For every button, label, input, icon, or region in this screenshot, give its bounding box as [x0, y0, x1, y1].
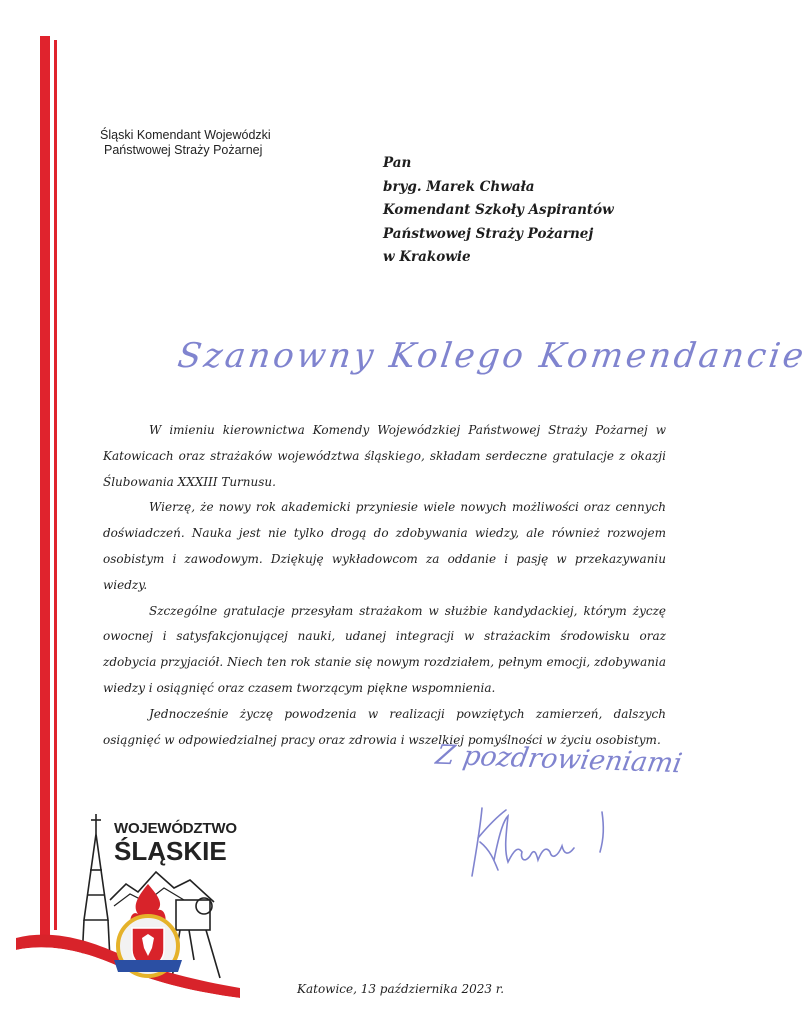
- handwritten-signature: [464, 790, 624, 890]
- sender-block: [100, 128, 320, 158]
- body-paragraph-3: Szczególne gratulacje przesyłam strażakom w służbie kandydackiej, którym życzę owocnej i satysfakcjonującej nauki, udanej integracji w strażackim środowisku oraz zdobycia przyjaciół. Niech ten rok stanie się nowym rozdziałem, pełnym emocji, zdobywania wiedzy i osiągnięć oraz czasem tworzącym piękne wspomnienia.: [103, 603, 666, 695]
- sender-line-2: Państwowej Straży Pożarnej: [104, 143, 263, 157]
- left-red-stripe: [40, 36, 50, 936]
- recipient-line-1: Pan: [383, 155, 412, 171]
- body-paragraph-2: Wierzę, że nowy rok akademicki przyniesie wiele nowych możliwości oraz cennych doświadczeń. Nauka jest nie tylko drogą do zdobywania wiedzy, ale również rozwojem osobistym i zawodowym. Dziękuję wykładowcom za oddanie i pasję w przekazywaniu wiedzy.: [103, 500, 666, 592]
- recipient-line-2: bryg. Marek Chwała: [383, 178, 535, 195]
- sender-line-1: Śląski Komendant Wojewódzki: [100, 128, 271, 142]
- body-paragraph-4: Jednocześnie życzę powodzenia w realizacji powziętych zamierzeń, dalszych osiągnięć w odpowiedzialnej pracy oraz zdrowia i wszelkiej pomyślności w życiu osobistym.: [103, 706, 666, 747]
- left-red-stripe-thin: [54, 40, 57, 930]
- place-and-date: Katowice, 13 października 2023 r.: [297, 982, 505, 996]
- recipient-line-4: Państwowej Straży Pożarnej: [383, 225, 594, 242]
- handwritten-salutation: Szanowny Kolego Komendancie: [175, 336, 809, 376]
- logo-text-line-2: ŚLĄSKIE: [114, 836, 227, 866]
- church-spire-icon: [82, 814, 110, 960]
- handwritten-closing: Z pozdrowieniami: [433, 739, 685, 780]
- recipient-line-3: Komendant Szkoły Aspirantów: [383, 202, 614, 218]
- voivodeship-logo: [14, 810, 244, 1000]
- body-paragraph-1: W imieniu kierownictwa Komendy Wojewódzkiej Państwowej Straży Pożarnej w Katowicach oraz strażaków województwa śląskiego, składam serdeczne gratulacje z okazji Ślubowania XXXIII Turnusu.: [103, 423, 666, 489]
- recipient-line-5: w Krakowie: [383, 249, 471, 265]
- logo-text-line-1: WOJEWÓDZTWO: [114, 820, 237, 837]
- letter-body: [103, 418, 666, 753]
- recipient-block: [383, 152, 683, 270]
